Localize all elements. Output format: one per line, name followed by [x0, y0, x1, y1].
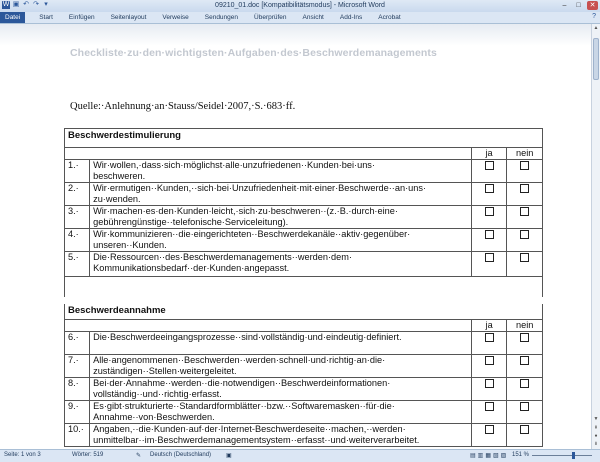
- table-row: [65, 354, 543, 377]
- spacer-row: [65, 277, 543, 297]
- ribbon-tabs: [0, 12, 600, 24]
- row-number: 6.·: [65, 331, 90, 354]
- section-heading: Beschwerdestimulierung: [65, 129, 543, 148]
- checkbox-ja[interactable]: [485, 356, 494, 365]
- row-number: 7.·: [65, 354, 90, 377]
- checkbox-ja[interactable]: [485, 161, 494, 170]
- checkbox-nein[interactable]: [520, 402, 529, 411]
- checkbox-nein[interactable]: [520, 230, 529, 239]
- title-bar: [0, 0, 600, 12]
- close-icon[interactable]: ✕: [587, 1, 598, 10]
- header-spacer: [65, 148, 472, 160]
- row-text: Angaben,··die·Kunden·auf·der·Internet-Beschwerdeseite··machen,··werden· unmittelbar··im·Beschwerdemanagementsystem··erfasst··und·weiterverarbeitet.: [90, 423, 472, 446]
- table-row: [65, 160, 543, 183]
- source-line: Quelle:·Anlehnung·an·Stauss/Seidel·2007,·S.·683·ff.: [70, 101, 296, 112]
- table-row: [65, 331, 543, 354]
- checkbox-ja[interactable]: [485, 253, 494, 262]
- header-spacer: [65, 319, 472, 331]
- table-row: [65, 400, 543, 423]
- word-logo-icon[interactable]: W: [2, 1, 10, 8]
- column-header-nein: nein: [507, 148, 543, 160]
- row-text: Die·Beschwerdeeingangsprozesse··sind·vollständig·und·eindeutig·definiert.: [90, 331, 472, 354]
- checklist-table-acceptance: [64, 304, 543, 447]
- tab-start[interactable]: Start: [39, 14, 53, 21]
- row-text: Es·gibt·strukturierte··Standardformblätter··bzw.··Softwaremasken··für·die· Annahme··von·Beschwerden.: [90, 400, 472, 423]
- checkbox-nein[interactable]: [520, 207, 529, 216]
- row-number: 2.·: [65, 183, 90, 206]
- previous-page-icon[interactable]: ⇞: [593, 425, 599, 431]
- row-number: 9.·: [65, 400, 90, 423]
- zoom-slider[interactable]: [532, 455, 592, 456]
- column-header-ja: ja: [471, 319, 507, 331]
- minimize-icon[interactable]: –: [562, 2, 567, 9]
- checkbox-nein[interactable]: [520, 356, 529, 365]
- row-number: 1.·: [65, 160, 90, 183]
- vertical-scrollbar[interactable]: [591, 24, 600, 449]
- checkbox-ja[interactable]: [485, 402, 494, 411]
- help-icon[interactable]: ?: [592, 13, 596, 20]
- tab-insert[interactable]: Einfügen: [68, 14, 95, 21]
- checkbox-ja[interactable]: [485, 184, 494, 193]
- tab-mailings[interactable]: Sendungen: [204, 14, 239, 21]
- row-number: 3.·: [65, 206, 90, 229]
- scrollbar-thumb[interactable]: [593, 38, 599, 80]
- tab-add-ins[interactable]: Add-Ins: [339, 14, 363, 21]
- row-number: 10.·: [65, 423, 90, 446]
- row-text: Alle·angenommenen··Beschwerden··werden·schnell·und·richtig·an·die· zuständigen··Stellen·weitergeleitet.: [90, 354, 472, 377]
- checkbox-nein[interactable]: [520, 333, 529, 342]
- scroll-up-icon[interactable]: ▲: [593, 25, 599, 31]
- row-text: Wir·wollen,·dass·sich·möglichst·alle·unzufriedenen··Kunden·bei·uns· beschweren.: [90, 160, 472, 183]
- table-row: [65, 423, 543, 446]
- word-count[interactable]: Wörter: 519: [72, 452, 104, 458]
- tab-file[interactable]: Datei: [0, 12, 25, 23]
- tab-view[interactable]: Ansicht: [302, 14, 324, 21]
- window-controls: [559, 1, 598, 10]
- table-row: [65, 377, 543, 400]
- customize-qat-icon[interactable]: ▾: [44, 1, 48, 8]
- macro-record-icon[interactable]: ▣: [226, 453, 232, 459]
- checkbox-ja[interactable]: [485, 425, 494, 434]
- tab-review[interactable]: Überprüfen: [254, 14, 287, 21]
- section-heading: Beschwerdeannahme: [65, 304, 543, 319]
- status-bar: [0, 449, 600, 462]
- column-header-nein: nein: [507, 319, 543, 331]
- table-row: [65, 183, 543, 206]
- checkbox-nein[interactable]: [520, 184, 529, 193]
- zoom-slider-thumb[interactable]: [572, 452, 575, 459]
- row-text: Wir·ermutigen··Kunden,··sich·bei·Unzufriedenheit·mit·einer·Beschwerde··an·uns· zu·wenden.: [90, 183, 472, 206]
- tab-page-layout[interactable]: Seitenlayout: [110, 14, 147, 21]
- view-buttons[interactable]: ▤▥▦▧▨: [470, 453, 509, 459]
- checkbox-nein[interactable]: [520, 161, 529, 170]
- proofing-icon[interactable]: ✎: [136, 453, 142, 459]
- checkbox-ja[interactable]: [485, 379, 494, 388]
- page-indicator[interactable]: Seite: 1 von 3: [4, 452, 41, 458]
- table-row: [65, 252, 543, 277]
- zoom-level[interactable]: 151 %: [512, 452, 530, 458]
- row-number: 5.·: [65, 252, 90, 277]
- checkbox-ja[interactable]: [485, 230, 494, 239]
- select-browse-object-icon[interactable]: ●: [594, 433, 598, 439]
- page-top-shade: [0, 24, 592, 46]
- redo-icon[interactable]: ↷: [33, 1, 39, 8]
- row-text: Wir·machen·es·den·Kunden·leicht,·sich·zu·beschweren··(z.·B.·durch·eine· gebührengünstige··telefonische·Serviceleitung).: [90, 206, 472, 229]
- language-indicator[interactable]: Deutsch (Deutschland): [150, 452, 212, 458]
- checkbox-nein[interactable]: [520, 379, 529, 388]
- table-row: [65, 206, 543, 229]
- tab-references[interactable]: Verweise: [162, 14, 189, 21]
- row-text: Bei·der·Annahme··werden··die·notwendigen··Beschwerdeinformationen· vollständig··und··richtig·erfasst.: [90, 377, 472, 400]
- checkbox-nein[interactable]: [520, 253, 529, 262]
- save-icon[interactable]: ▣: [12, 1, 20, 8]
- document-title: Checkliste·zu·den·wichtigsten·Aufgaben·des·Beschwerdemanagements: [70, 47, 437, 59]
- column-header-ja: ja: [471, 148, 507, 160]
- window-title: 09210_01.doc [Kompatibilitätsmodus] - Microsoft Word: [215, 2, 385, 9]
- checkbox-ja[interactable]: [485, 333, 494, 342]
- row-number: 4.·: [65, 229, 90, 252]
- checklist-table-stimulation: [64, 128, 543, 297]
- maximize-icon[interactable]: □: [576, 2, 581, 9]
- row-number: 8.·: [65, 377, 90, 400]
- checkbox-ja[interactable]: [485, 207, 494, 216]
- checkbox-nein[interactable]: [520, 425, 529, 434]
- table-row: [65, 229, 543, 252]
- row-text: Die·Ressourcen··des·Beschwerdemanagements··werden·dem· Kommunikationsbedarf··der·Kunden·angepasst.: [90, 252, 472, 277]
- tab-acrobat[interactable]: Acrobat: [378, 14, 401, 21]
- next-page-icon[interactable]: ⇟: [593, 441, 599, 447]
- undo-icon[interactable]: ↶: [23, 1, 29, 8]
- row-text: Wir·kommunizieren··die·eingerichteten··Beschwerdekanäle··aktiv·gegenüber· unseren··Kunden.: [90, 229, 472, 252]
- scroll-down-icon[interactable]: ▼: [593, 416, 599, 422]
